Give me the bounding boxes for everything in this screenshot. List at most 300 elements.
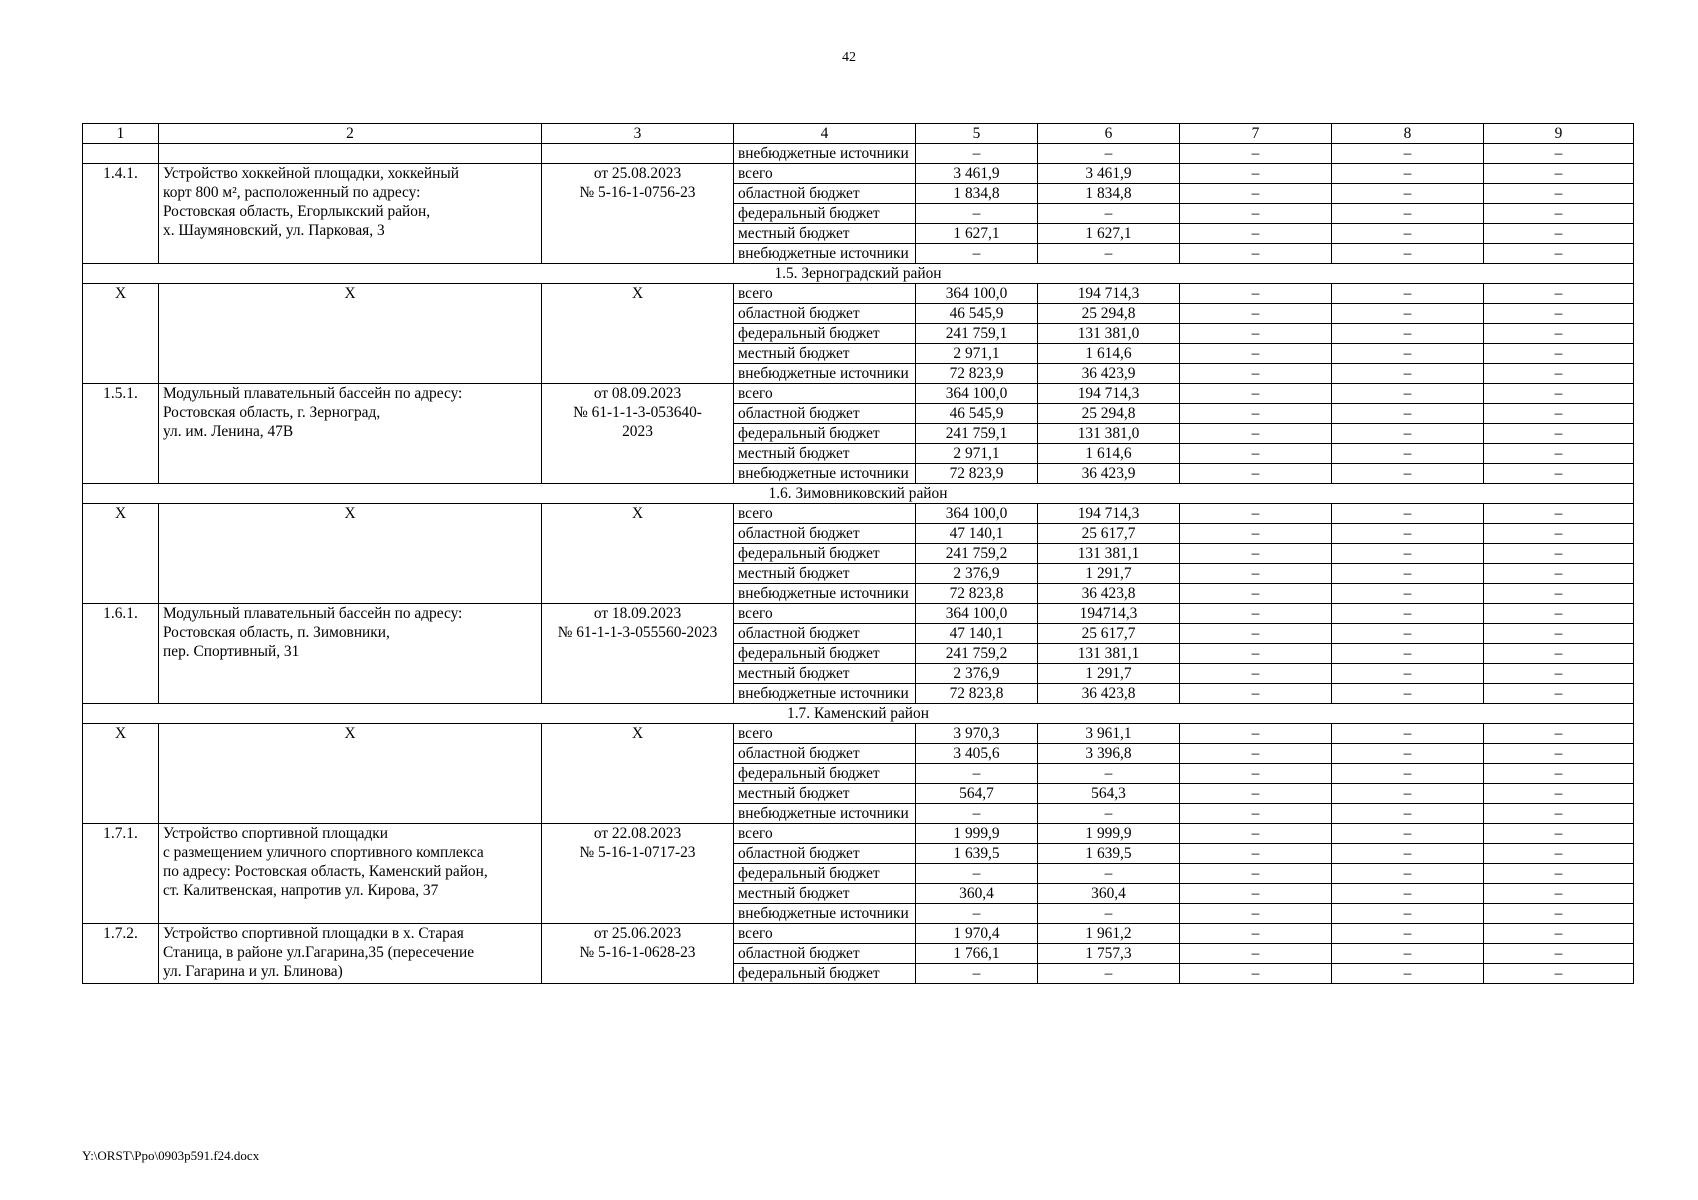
item-description xyxy=(159,164,542,264)
value-cell: – xyxy=(1180,964,1332,984)
value-cell: 2 376,9 xyxy=(916,664,1038,684)
value-cell: – xyxy=(1332,864,1484,884)
value-cell: – xyxy=(1038,804,1180,824)
value-cell: – xyxy=(1332,284,1484,304)
funding-source: внебюджетные источники xyxy=(734,244,916,264)
value-cell: 25 294,8 xyxy=(1038,304,1180,324)
value-cell: – xyxy=(1332,964,1484,984)
funding-source: внебюджетные источники xyxy=(734,804,916,824)
value-cell: 1 999,9 xyxy=(1038,824,1180,844)
description-line: ул. им. Ленина, 47В xyxy=(163,423,294,440)
expertise-document xyxy=(542,504,734,604)
value-cell: – xyxy=(916,804,1038,824)
funding-source: федеральный бюджет xyxy=(734,864,916,884)
value-cell: – xyxy=(916,204,1038,224)
value-cell: – xyxy=(1484,944,1634,964)
value-cell: – xyxy=(1180,864,1332,884)
value-cell: 241 759,1 xyxy=(916,424,1038,444)
value-cell: 72 823,8 xyxy=(916,584,1038,604)
document-line: Х xyxy=(631,285,644,302)
value-cell: – xyxy=(1180,284,1332,304)
value-cell: – xyxy=(1484,164,1634,184)
value-cell: – xyxy=(1180,164,1332,184)
value-cell: 3 396,8 xyxy=(1038,744,1180,764)
expertise-document xyxy=(542,824,734,924)
section-row xyxy=(83,264,1634,284)
funding-source: всего xyxy=(734,724,916,744)
value-cell: – xyxy=(916,964,1038,984)
value-cell: – xyxy=(1484,724,1634,744)
value-cell: – xyxy=(1332,844,1484,864)
value-cell: – xyxy=(1180,504,1332,524)
funding-source: местный бюджет xyxy=(734,784,916,804)
value-cell: 3 961,1 xyxy=(1038,724,1180,744)
column-header: 6 xyxy=(1038,124,1180,144)
value-cell: – xyxy=(1180,464,1332,484)
column-header: 8 xyxy=(1332,124,1484,144)
value-cell: – xyxy=(1484,184,1634,204)
item-description xyxy=(159,504,542,604)
item-number: 1.7.2. xyxy=(83,924,159,984)
value-cell: – xyxy=(1332,824,1484,844)
value-cell: 1 627,1 xyxy=(916,224,1038,244)
funding-source: местный бюджет xyxy=(734,224,916,244)
value-cell: – xyxy=(1038,204,1180,224)
column-header: 9 xyxy=(1484,124,1634,144)
section-title: 1.6. Зимовниковский район xyxy=(83,484,1634,504)
value-cell: – xyxy=(1180,884,1332,904)
document-line: № 61-1-1-3-053640- xyxy=(573,404,702,421)
value-cell: – xyxy=(1484,444,1634,464)
value-cell: – xyxy=(1484,244,1634,264)
value-cell: – xyxy=(1180,204,1332,224)
value-cell: – xyxy=(1332,644,1484,664)
section-row xyxy=(83,484,1634,504)
description-line: Ростовская область, п. Зимовники, xyxy=(163,624,390,641)
value-cell: – xyxy=(1484,764,1634,784)
value-cell: 364 100,0 xyxy=(916,604,1038,624)
description-line: Устройство хоккейной площадки, хоккейный xyxy=(163,165,459,182)
value-cell: 194 714,3 xyxy=(1038,284,1180,304)
item-description xyxy=(159,724,542,824)
column-header: 3 xyxy=(542,124,734,144)
expertise-document xyxy=(542,144,734,164)
document-line: от 25.08.2023 xyxy=(593,165,682,182)
value-cell: 1 757,3 xyxy=(1038,944,1180,964)
table-row xyxy=(83,824,1634,844)
value-cell: 364 100,0 xyxy=(916,384,1038,404)
value-cell: – xyxy=(1332,724,1484,744)
value-cell: – xyxy=(1180,804,1332,824)
value-cell: – xyxy=(1484,864,1634,884)
value-cell: – xyxy=(916,864,1038,884)
funding-source: всего xyxy=(734,924,916,944)
value-cell: – xyxy=(1038,764,1180,784)
funding-source: местный бюджет xyxy=(734,344,916,364)
value-cell: – xyxy=(1332,464,1484,484)
value-cell: – xyxy=(1484,284,1634,304)
value-cell: – xyxy=(1332,424,1484,444)
funding-source: всего xyxy=(734,384,916,404)
funding-source: всего xyxy=(734,164,916,184)
value-cell: – xyxy=(1484,624,1634,644)
value-cell: – xyxy=(1484,824,1634,844)
funding-source: местный бюджет xyxy=(734,664,916,684)
funding-source: федеральный бюджет xyxy=(734,544,916,564)
value-cell: 25 294,8 xyxy=(1038,404,1180,424)
funding-source: всего xyxy=(734,604,916,624)
table-row xyxy=(83,604,1634,624)
value-cell: 36 423,9 xyxy=(1038,464,1180,484)
funding-source: областной бюджет xyxy=(734,744,916,764)
value-cell: – xyxy=(1332,804,1484,824)
value-cell: 1 614,6 xyxy=(1038,444,1180,464)
value-cell: 1 291,7 xyxy=(1038,564,1180,584)
funding-source: федеральный бюджет xyxy=(734,764,916,784)
value-cell: – xyxy=(1180,644,1332,664)
value-cell: – xyxy=(1180,564,1332,584)
column-header: 7 xyxy=(1180,124,1332,144)
value-cell: – xyxy=(1180,624,1332,644)
description-line: ул. Гагарина и ул. Блинова) xyxy=(163,963,343,980)
value-cell: 194714,3 xyxy=(1038,604,1180,624)
section-title: 1.7. Каменский район xyxy=(83,704,1634,724)
value-cell: – xyxy=(1180,524,1332,544)
value-cell: – xyxy=(1038,244,1180,264)
description-line: х. Шаумяновский, ул. Парковая, 3 xyxy=(163,222,385,239)
value-cell: – xyxy=(916,904,1038,924)
description-line: Х xyxy=(344,285,356,302)
funding-source: внебюджетные источники xyxy=(734,144,916,164)
value-cell: – xyxy=(1332,944,1484,964)
funding-source: областной бюджет xyxy=(734,524,916,544)
funding-source: областной бюджет xyxy=(734,844,916,864)
value-cell: – xyxy=(1038,964,1180,984)
value-cell: 131 381,1 xyxy=(1038,544,1180,564)
value-cell: 72 823,8 xyxy=(916,684,1038,704)
value-cell: – xyxy=(1484,664,1634,684)
description-line: Станица, в районе ул.Гагарина,35 (пересечение xyxy=(163,944,475,961)
budget-table xyxy=(82,123,1634,984)
file-path: Y:\ORST\Ppo\0903p591.f24.docx xyxy=(82,1148,260,1163)
table-row xyxy=(83,284,1634,304)
document-line: № 61-1-1-3-055560-2023 xyxy=(557,624,718,641)
value-cell: 72 823,9 xyxy=(916,364,1038,384)
table-row xyxy=(83,924,1634,944)
value-cell: 131 381,1 xyxy=(1038,644,1180,664)
value-cell: – xyxy=(1180,324,1332,344)
value-cell: – xyxy=(1484,544,1634,564)
item-number: Х xyxy=(83,724,159,824)
funding-source: внебюджетные источники xyxy=(734,464,916,484)
value-cell: 1 614,6 xyxy=(1038,344,1180,364)
document-line: от 25.06.2023 xyxy=(593,925,682,942)
item-description xyxy=(159,824,542,924)
value-cell: – xyxy=(1180,384,1332,404)
value-cell: – xyxy=(1484,684,1634,704)
value-cell: 1 961,2 xyxy=(1038,924,1180,944)
value-cell: – xyxy=(1484,364,1634,384)
value-cell: – xyxy=(1484,744,1634,764)
value-cell: 1 766,1 xyxy=(916,944,1038,964)
document-line: 2023 xyxy=(622,423,653,440)
value-cell: – xyxy=(1180,244,1332,264)
value-cell: 194 714,3 xyxy=(1038,384,1180,404)
value-cell: – xyxy=(916,144,1038,164)
page-number: 42 xyxy=(842,50,856,65)
funding-source: внебюджетные источники xyxy=(734,584,916,604)
funding-source: всего xyxy=(734,504,916,524)
document-line: от 22.08.2023 xyxy=(593,825,682,842)
item-description xyxy=(159,284,542,384)
funding-source: федеральный бюджет xyxy=(734,204,916,224)
value-cell: – xyxy=(1332,524,1484,544)
value-cell: 25 617,7 xyxy=(1038,624,1180,644)
value-cell: 360,4 xyxy=(916,884,1038,904)
value-cell: – xyxy=(1332,904,1484,924)
value-cell: – xyxy=(1332,784,1484,804)
value-cell: 72 823,9 xyxy=(916,464,1038,484)
value-cell: – xyxy=(1332,744,1484,764)
funding-source: областной бюджет xyxy=(734,404,916,424)
value-cell: – xyxy=(1332,504,1484,524)
item-number: 1.4.1. xyxy=(83,164,159,264)
funding-source: областной бюджет xyxy=(734,624,916,644)
value-cell: – xyxy=(1180,744,1332,764)
funding-source: областной бюджет xyxy=(734,184,916,204)
value-cell: – xyxy=(1332,684,1484,704)
value-cell: – xyxy=(1332,344,1484,364)
value-cell: – xyxy=(1484,924,1634,944)
expertise-document xyxy=(542,604,734,704)
column-header: 4 xyxy=(734,124,916,144)
value-cell: 1 627,1 xyxy=(1038,224,1180,244)
funding-source: федеральный бюджет xyxy=(734,324,916,344)
document-line: Х xyxy=(631,505,644,522)
value-cell: – xyxy=(1332,304,1484,324)
document-line: от 08.09.2023 xyxy=(593,385,682,402)
funding-source: федеральный бюджет xyxy=(734,644,916,664)
value-cell: – xyxy=(1332,404,1484,424)
value-cell: 241 759,1 xyxy=(916,324,1038,344)
funding-source: всего xyxy=(734,824,916,844)
value-cell: – xyxy=(1332,764,1484,784)
section-title: 1.5. Зерноградский район xyxy=(83,264,1634,284)
value-cell: 3 405,6 xyxy=(916,744,1038,764)
item-description xyxy=(159,144,542,164)
value-cell: 1 834,8 xyxy=(916,184,1038,204)
value-cell: – xyxy=(1332,924,1484,944)
funding-source: внебюджетные источники xyxy=(734,904,916,924)
funding-source: местный бюджет xyxy=(734,884,916,904)
value-cell: – xyxy=(1180,184,1332,204)
value-cell: – xyxy=(1332,164,1484,184)
value-cell: 1 834,8 xyxy=(1038,184,1180,204)
value-cell: – xyxy=(1180,224,1332,244)
value-cell: – xyxy=(1180,404,1332,424)
value-cell: 241 759,2 xyxy=(916,644,1038,664)
funding-source: федеральный бюджет xyxy=(734,964,916,984)
column-header: 5 xyxy=(916,124,1038,144)
table-row xyxy=(83,724,1634,744)
value-cell: 364 100,0 xyxy=(916,284,1038,304)
description-line: Ростовская область, г. Зерноград, xyxy=(163,404,381,421)
value-cell: – xyxy=(1484,384,1634,404)
value-cell: 364 100,0 xyxy=(916,504,1038,524)
description-line: Ростовская область, Егорлыкский район, xyxy=(163,203,431,220)
value-cell: 47 140,1 xyxy=(916,624,1038,644)
value-cell: – xyxy=(1332,604,1484,624)
value-cell: 46 545,9 xyxy=(916,404,1038,424)
funding-source: областной бюджет xyxy=(734,304,916,324)
value-cell: – xyxy=(1484,904,1634,924)
expertise-document xyxy=(542,724,734,824)
document-line: Х xyxy=(631,725,644,742)
description-line: Х xyxy=(344,725,356,742)
value-cell: – xyxy=(1484,564,1634,584)
value-cell: 1 639,5 xyxy=(1038,844,1180,864)
value-cell: – xyxy=(1484,884,1634,904)
value-cell: – xyxy=(1180,924,1332,944)
description-line: корт 800 м², расположенный по адресу: xyxy=(163,184,421,201)
value-cell: 2 971,1 xyxy=(916,344,1038,364)
value-cell: 241 759,2 xyxy=(916,544,1038,564)
value-cell: – xyxy=(1484,404,1634,424)
value-cell: – xyxy=(1180,604,1332,624)
value-cell: – xyxy=(1332,564,1484,584)
funding-source: федеральный бюджет xyxy=(734,424,916,444)
value-cell: – xyxy=(1332,884,1484,904)
value-cell: – xyxy=(1332,204,1484,224)
value-cell: – xyxy=(1484,204,1634,224)
value-cell: – xyxy=(916,244,1038,264)
value-cell: 46 545,9 xyxy=(916,304,1038,324)
expertise-document xyxy=(542,924,734,984)
description-line: с размещением уличного спортивного комплекса xyxy=(163,844,484,861)
value-cell: – xyxy=(1484,524,1634,544)
value-cell: 47 140,1 xyxy=(916,524,1038,544)
value-cell: 36 423,8 xyxy=(1038,684,1180,704)
funding-source: внебюджетные источники xyxy=(734,684,916,704)
value-cell: – xyxy=(1484,844,1634,864)
document-line: № 5-16-1-0717-23 xyxy=(579,844,696,861)
value-cell: – xyxy=(1484,304,1634,324)
value-cell: 25 617,7 xyxy=(1038,524,1180,544)
value-cell: – xyxy=(1332,384,1484,404)
value-cell: – xyxy=(1332,444,1484,464)
expertise-document xyxy=(542,284,734,384)
table-row xyxy=(83,384,1634,404)
value-cell: 1 999,9 xyxy=(916,824,1038,844)
column-header: 1 xyxy=(83,124,159,144)
value-cell: – xyxy=(1180,304,1332,324)
value-cell: – xyxy=(1332,144,1484,164)
document-line: от 18.09.2023 xyxy=(593,605,682,622)
description-line: пер. Спортивный, 31 xyxy=(163,643,300,660)
value-cell: 2 376,9 xyxy=(916,564,1038,584)
value-cell: – xyxy=(1180,844,1332,864)
value-cell: – xyxy=(1484,324,1634,344)
table-row xyxy=(83,164,1634,184)
value-cell: 36 423,8 xyxy=(1038,584,1180,604)
value-cell: 3 970,3 xyxy=(916,724,1038,744)
description-line: Модульный плавательный бассейн по адресу: xyxy=(163,385,463,402)
description-line: Устройство спортивной площадки xyxy=(163,825,389,842)
funding-source: местный бюджет xyxy=(734,444,916,464)
value-cell: 3 461,9 xyxy=(1038,164,1180,184)
value-cell: – xyxy=(1484,584,1634,604)
value-cell: – xyxy=(1332,584,1484,604)
value-cell: – xyxy=(1484,784,1634,804)
value-cell: – xyxy=(1180,784,1332,804)
header-row xyxy=(83,124,1634,144)
value-cell: – xyxy=(1332,364,1484,384)
table-row xyxy=(83,144,1634,164)
value-cell: – xyxy=(1484,464,1634,484)
value-cell: 36 423,9 xyxy=(1038,364,1180,384)
value-cell: 564,3 xyxy=(1038,784,1180,804)
value-cell: 360,4 xyxy=(1038,884,1180,904)
value-cell: – xyxy=(1332,544,1484,564)
value-cell: – xyxy=(1180,764,1332,784)
value-cell: 1 639,5 xyxy=(916,844,1038,864)
value-cell: 1 970,4 xyxy=(916,924,1038,944)
table-row xyxy=(83,504,1634,524)
value-cell: – xyxy=(1180,364,1332,384)
value-cell: – xyxy=(1484,804,1634,824)
value-cell: – xyxy=(1180,824,1332,844)
value-cell: 131 381,0 xyxy=(1038,324,1180,344)
expertise-document xyxy=(542,164,734,264)
section-row xyxy=(83,704,1634,724)
item-number xyxy=(83,144,159,164)
item-number: Х xyxy=(83,504,159,604)
description-line: ст. Калитвенская, напротив ул. Кирова, 37 xyxy=(163,882,439,899)
value-cell: 131 381,0 xyxy=(1038,424,1180,444)
document-line: № 5-16-1-0628-23 xyxy=(579,944,696,961)
expertise-document xyxy=(542,384,734,484)
value-cell: – xyxy=(1332,624,1484,644)
value-cell: – xyxy=(1484,424,1634,444)
value-cell: – xyxy=(1180,444,1332,464)
funding-source: всего xyxy=(734,284,916,304)
funding-source: областной бюджет xyxy=(734,944,916,964)
value-cell: – xyxy=(1484,504,1634,524)
value-cell: – xyxy=(1484,144,1634,164)
value-cell: 1 291,7 xyxy=(1038,664,1180,684)
value-cell: – xyxy=(1180,684,1332,704)
value-cell: – xyxy=(1180,344,1332,364)
value-cell: – xyxy=(1038,904,1180,924)
value-cell: – xyxy=(1180,724,1332,744)
value-cell: – xyxy=(1332,184,1484,204)
item-number: 1.7.1. xyxy=(83,824,159,924)
item-number: Х xyxy=(83,284,159,384)
description-line: по адресу: Ростовская область, Каменский район, xyxy=(163,863,488,880)
item-number: 1.5.1. xyxy=(83,384,159,484)
description-line: Устройство спортивной площадки в х. Старая xyxy=(163,925,464,942)
item-description xyxy=(159,604,542,704)
value-cell: – xyxy=(1332,224,1484,244)
value-cell: – xyxy=(1484,604,1634,624)
value-cell: – xyxy=(1484,644,1634,664)
value-cell: – xyxy=(1484,344,1634,364)
value-cell: – xyxy=(1332,244,1484,264)
value-cell: 2 971,1 xyxy=(916,444,1038,464)
value-cell: – xyxy=(1180,904,1332,924)
document-line: № 5-16-1-0756-23 xyxy=(579,184,696,201)
column-header: 2 xyxy=(159,124,542,144)
